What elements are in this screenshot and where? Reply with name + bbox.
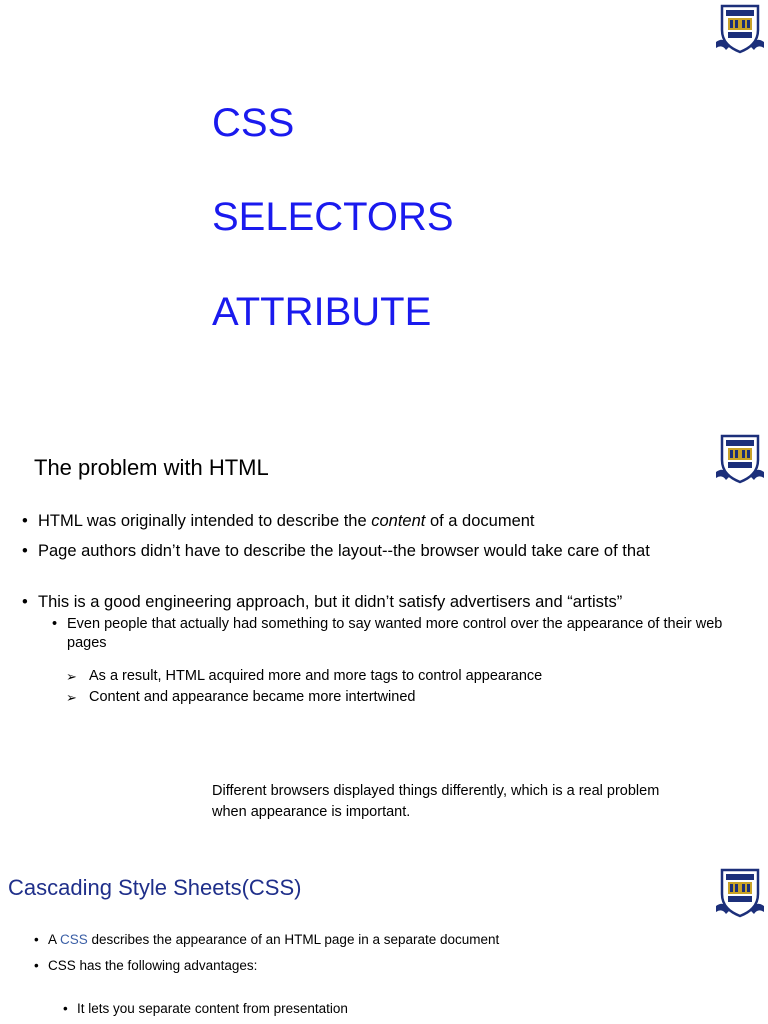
- kiet-crest-icon: [714, 2, 766, 56]
- slide-title: [0, 0, 768, 420]
- slide-heading: The problem with HTML: [34, 455, 269, 480]
- note-text: Different browsers displayed things differently, which is a real problem when appearance is important.: [212, 783, 660, 820]
- bullet-item: • Page authors didn’t have to describe the layout--the browser would take care of that: [22, 542, 650, 560]
- title-line-css: CSS: [212, 101, 295, 145]
- title-line-selectors: SELECTORS: [212, 195, 454, 239]
- bullet-item: • A CSS describes the appearance of an HTML page in a separate document: [34, 932, 500, 947]
- bullet-dot: •: [63, 1001, 68, 1016]
- arrow-bullet-item: ➢ Content and appearance became more intertwined: [66, 689, 416, 705]
- kiet-crest-icon: [714, 866, 766, 920]
- bullet-dot: •: [22, 542, 28, 560]
- slide-css-intro: [0, 850, 768, 1024]
- sub-bullet-item: • Even people that actually had something to say wanted more control over the appearance of their web pages: [52, 616, 723, 651]
- bullet-item: • This is a good engineering approach, but it didn’t satisfy advertisers and “artists”: [22, 593, 623, 611]
- bullet-dot: •: [22, 512, 28, 530]
- bullet-item: • CSS has the following advantages:: [34, 958, 258, 973]
- slide-heading: Cascading Style Sheets(CSS): [8, 875, 302, 900]
- slide-problem-with-html: [0, 420, 768, 850]
- arrow-bullet-icon: ➢: [66, 669, 77, 684]
- bullet-dot: •: [34, 958, 39, 973]
- bullet-item: • HTML was originally intended to describe the content of a document: [22, 512, 535, 530]
- kiet-crest-icon: [714, 432, 766, 486]
- css-link[interactable]: CSS: [60, 932, 88, 947]
- arrow-bullet-item: ➢ As a result, HTML acquired more and more tags to control appearance: [66, 668, 543, 684]
- bullet-dot: •: [52, 616, 58, 632]
- arrow-bullet-icon: ➢: [66, 690, 77, 705]
- sub-bullet-item: • It lets you separate content from presentation: [63, 1001, 348, 1016]
- title-line-attribute: ATTRIBUTE: [212, 290, 432, 334]
- bullet-dot: •: [34, 932, 39, 947]
- emphasis-content: content: [371, 512, 426, 530]
- bullet-dot: •: [22, 593, 28, 611]
